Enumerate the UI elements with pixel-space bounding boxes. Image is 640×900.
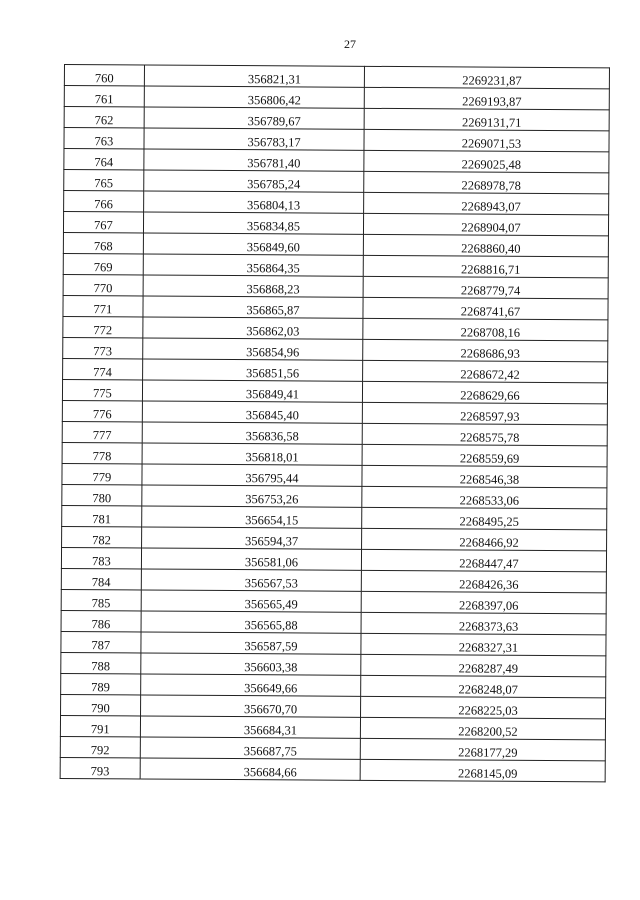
y-coordinate-cell bbox=[363, 213, 608, 235]
y-coordinate-cell bbox=[362, 381, 607, 403]
y-coordinate-cell bbox=[362, 465, 607, 487]
y-coordinate-value: 2268597,93 bbox=[460, 409, 520, 424]
x-coordinate-value: 356649,66 bbox=[244, 681, 298, 696]
y-coordinate-cell bbox=[361, 591, 606, 613]
y-coordinate-cell bbox=[364, 150, 609, 172]
point-number-cell bbox=[61, 610, 141, 631]
x-coordinate-value: 356783,17 bbox=[247, 135, 301, 150]
y-coordinate-value: 2268559,69 bbox=[459, 451, 520, 466]
x-coordinate-cell bbox=[143, 275, 363, 297]
x-coordinate-cell bbox=[141, 590, 361, 612]
y-coordinate-value: 2268629,66 bbox=[460, 388, 520, 403]
y-coordinate-value: 2268904,07 bbox=[461, 220, 521, 235]
point-number-cell bbox=[63, 232, 143, 253]
x-coordinate-value: 356654,15 bbox=[245, 513, 299, 528]
x-coordinate-cell bbox=[142, 443, 362, 465]
point-number-value: 792 bbox=[90, 743, 110, 758]
y-coordinate-value: 2268943,07 bbox=[461, 199, 521, 214]
x-coordinate-cell bbox=[143, 359, 363, 381]
y-coordinate-value: 2268327,31 bbox=[458, 640, 519, 655]
point-number-value: 776 bbox=[92, 407, 112, 422]
point-number-cell bbox=[64, 191, 144, 212]
x-coordinate-value: 356864,35 bbox=[246, 261, 300, 276]
y-coordinate-value: 2268779,74 bbox=[460, 283, 521, 298]
x-coordinate-value: 356567,53 bbox=[244, 576, 298, 591]
point-number-value: 765 bbox=[94, 176, 114, 191]
point-number-cell bbox=[64, 170, 144, 191]
point-number-value: 790 bbox=[91, 701, 110, 716]
point-number-cell bbox=[63, 295, 143, 316]
y-coordinate-cell bbox=[363, 360, 608, 382]
x-coordinate-value: 356565,88 bbox=[244, 618, 298, 633]
x-coordinate-cell bbox=[144, 170, 364, 192]
y-coordinate-cell bbox=[364, 66, 609, 88]
y-coordinate-value: 2268426,36 bbox=[459, 577, 519, 592]
point-number-cell bbox=[61, 673, 141, 694]
x-coordinate-cell bbox=[141, 548, 361, 570]
y-coordinate-cell bbox=[361, 696, 606, 718]
point-number-cell bbox=[61, 589, 141, 610]
point-number-value: 769 bbox=[93, 260, 113, 275]
point-number-cell bbox=[62, 400, 142, 421]
y-coordinate-cell bbox=[364, 108, 609, 130]
y-coordinate-value: 2268533,06 bbox=[459, 493, 520, 508]
point-number-cell bbox=[61, 631, 141, 652]
y-coordinate-value: 2268397,06 bbox=[458, 598, 519, 613]
point-number-cell bbox=[60, 736, 140, 757]
x-coordinate-cell bbox=[144, 65, 364, 87]
y-coordinate-value: 2268741,67 bbox=[460, 304, 521, 319]
point-number-cell bbox=[62, 484, 142, 505]
y-coordinate-cell bbox=[361, 570, 606, 592]
point-number-cell bbox=[63, 337, 143, 358]
x-coordinate-cell bbox=[144, 107, 364, 129]
point-number-value: 778 bbox=[92, 449, 112, 464]
y-coordinate-cell bbox=[363, 339, 608, 361]
point-number-value: 767 bbox=[93, 218, 113, 233]
y-coordinate-cell bbox=[362, 402, 607, 424]
point-number-cell bbox=[61, 694, 141, 715]
point-number-cell bbox=[63, 212, 143, 233]
y-coordinate-value: 2268495,25 bbox=[459, 514, 519, 529]
x-coordinate-cell bbox=[143, 254, 363, 276]
x-coordinate-cell bbox=[141, 611, 361, 633]
x-coordinate-cell bbox=[143, 317, 363, 339]
x-coordinate-value: 356753,26 bbox=[245, 492, 299, 507]
y-coordinate-value: 2268860,40 bbox=[461, 241, 521, 256]
point-number-cell bbox=[64, 128, 144, 149]
y-coordinate-value: 2268575,78 bbox=[459, 430, 520, 445]
y-coordinate-value: 2269071,53 bbox=[461, 136, 522, 151]
point-number-value: 788 bbox=[91, 659, 111, 674]
point-number-value: 766 bbox=[94, 197, 113, 212]
x-coordinate-cell bbox=[143, 233, 363, 255]
y-coordinate-value: 2268447,47 bbox=[459, 556, 519, 571]
x-coordinate-value: 356587,59 bbox=[244, 639, 298, 654]
y-coordinate-value: 2268546,38 bbox=[459, 472, 520, 487]
point-number-value: 764 bbox=[94, 155, 114, 170]
x-coordinate-cell bbox=[142, 506, 362, 528]
y-coordinate-value: 2268287,49 bbox=[458, 661, 519, 676]
point-number-value: 762 bbox=[94, 113, 114, 128]
x-coordinate-cell bbox=[143, 212, 363, 234]
point-number-cell bbox=[62, 505, 142, 526]
y-coordinate-cell bbox=[363, 297, 608, 319]
point-number-value: 768 bbox=[93, 239, 113, 254]
x-coordinate-cell bbox=[142, 401, 362, 423]
point-number-value: 779 bbox=[92, 470, 112, 485]
point-number-cell bbox=[64, 149, 144, 170]
y-coordinate-value: 2268177,29 bbox=[458, 745, 518, 760]
point-number-cell bbox=[60, 715, 140, 736]
x-coordinate-value: 356862,03 bbox=[246, 324, 300, 339]
x-coordinate-value: 356565,49 bbox=[244, 597, 298, 612]
x-coordinate-value: 356806,42 bbox=[247, 93, 301, 108]
y-coordinate-value: 2268686,93 bbox=[460, 346, 520, 361]
x-coordinate-cell bbox=[141, 569, 361, 591]
point-number-value: 793 bbox=[90, 764, 110, 779]
point-number-value: 760 bbox=[94, 71, 114, 86]
x-coordinate-value: 356851,56 bbox=[246, 366, 300, 381]
point-number-value: 791 bbox=[90, 722, 110, 737]
table-row bbox=[60, 757, 605, 781]
x-coordinate-cell bbox=[144, 128, 364, 150]
point-number-value: 770 bbox=[93, 281, 113, 296]
x-coordinate-value: 356785,24 bbox=[247, 177, 301, 192]
x-coordinate-value: 356854,96 bbox=[246, 345, 300, 360]
x-coordinate-value: 356684,66 bbox=[243, 765, 297, 780]
point-number-cell bbox=[60, 757, 140, 778]
point-number-value: 774 bbox=[93, 365, 112, 380]
point-number-value: 784 bbox=[91, 575, 111, 590]
y-coordinate-cell bbox=[363, 276, 608, 298]
point-number-cell bbox=[63, 358, 143, 379]
point-number-value: 772 bbox=[93, 323, 113, 338]
y-coordinate-cell bbox=[361, 654, 606, 676]
y-coordinate-value: 2268816,71 bbox=[461, 262, 521, 277]
x-coordinate-value: 356865,87 bbox=[246, 303, 300, 318]
point-number-value: 771 bbox=[93, 302, 113, 317]
point-number-cell bbox=[63, 316, 143, 337]
y-coordinate-value: 2268248,07 bbox=[458, 682, 518, 697]
point-number-value: 786 bbox=[91, 617, 111, 632]
x-coordinate-cell bbox=[144, 191, 364, 213]
x-coordinate-cell bbox=[140, 758, 360, 780]
x-coordinate-value: 356670,70 bbox=[243, 702, 298, 717]
y-coordinate-cell bbox=[362, 423, 607, 445]
point-number-cell bbox=[62, 442, 142, 463]
point-number-value: 761 bbox=[94, 92, 114, 107]
point-number-value: 777 bbox=[92, 428, 112, 443]
point-number-value: 785 bbox=[91, 596, 111, 611]
x-coordinate-cell bbox=[142, 380, 362, 402]
x-coordinate-value: 356821,31 bbox=[247, 72, 302, 87]
x-coordinate-value: 356804,13 bbox=[247, 198, 301, 213]
x-coordinate-cell bbox=[143, 338, 363, 360]
y-coordinate-cell bbox=[360, 738, 605, 760]
point-number-value: 783 bbox=[91, 554, 111, 569]
x-coordinate-cell bbox=[141, 653, 361, 675]
x-coordinate-value: 356581,06 bbox=[244, 555, 299, 570]
y-coordinate-value: 2268466,92 bbox=[459, 535, 519, 550]
y-coordinate-cell bbox=[362, 507, 607, 529]
y-coordinate-value: 2268373,63 bbox=[458, 619, 519, 634]
x-coordinate-cell bbox=[144, 149, 364, 171]
x-coordinate-value: 356795,44 bbox=[245, 471, 299, 486]
y-coordinate-value: 2268708,16 bbox=[460, 325, 521, 340]
y-coordinate-cell bbox=[362, 528, 607, 550]
y-coordinate-cell bbox=[360, 717, 605, 739]
y-coordinate-value: 2269193,87 bbox=[462, 94, 522, 109]
x-coordinate-value: 356834,85 bbox=[246, 219, 301, 234]
x-coordinate-cell bbox=[140, 716, 360, 738]
point-number-cell bbox=[61, 652, 141, 673]
point-number-cell bbox=[63, 274, 143, 295]
y-coordinate-cell bbox=[362, 486, 607, 508]
point-number-value: 775 bbox=[92, 386, 112, 401]
y-coordinate-cell bbox=[361, 633, 606, 655]
point-number-value: 773 bbox=[93, 344, 113, 359]
x-coordinate-value: 356789,67 bbox=[247, 114, 301, 129]
y-coordinate-cell bbox=[364, 129, 609, 151]
point-number-cell bbox=[64, 86, 144, 107]
point-number-cell bbox=[64, 107, 144, 128]
point-number-cell bbox=[62, 379, 142, 400]
point-number-cell bbox=[64, 65, 144, 86]
point-number-value: 789 bbox=[91, 680, 110, 695]
x-coordinate-cell bbox=[141, 695, 361, 717]
y-coordinate-value: 2268978,78 bbox=[461, 178, 521, 193]
x-coordinate-cell bbox=[144, 86, 364, 108]
y-coordinate-value: 2269025,48 bbox=[461, 157, 522, 172]
x-coordinate-value: 356818,01 bbox=[245, 450, 299, 465]
x-coordinate-cell bbox=[141, 632, 361, 654]
x-coordinate-cell bbox=[142, 527, 362, 549]
y-coordinate-value: 2268145,09 bbox=[457, 766, 518, 781]
x-coordinate-cell bbox=[143, 296, 363, 318]
y-coordinate-value: 2269231,87 bbox=[462, 73, 522, 88]
point-number-cell bbox=[63, 253, 143, 274]
y-coordinate-cell bbox=[363, 255, 608, 277]
y-coordinate-value: 2268225,03 bbox=[458, 703, 518, 718]
x-coordinate-value: 356687,75 bbox=[243, 744, 297, 759]
x-coordinate-cell bbox=[142, 422, 362, 444]
y-coordinate-value: 2268200,52 bbox=[458, 724, 518, 739]
x-coordinate-cell bbox=[140, 737, 360, 759]
point-number-cell bbox=[61, 547, 141, 568]
x-coordinate-cell bbox=[142, 485, 362, 507]
x-coordinate-value: 356603,38 bbox=[244, 660, 298, 675]
coordinates-table-body bbox=[60, 65, 609, 782]
x-coordinate-value: 356836,58 bbox=[245, 429, 299, 444]
x-coordinate-value: 356845,40 bbox=[245, 408, 299, 423]
y-coordinate-cell bbox=[364, 192, 609, 214]
x-coordinate-value: 356868,23 bbox=[246, 282, 300, 297]
x-coordinate-value: 356684,31 bbox=[243, 723, 298, 738]
y-coordinate-value: 2268672,42 bbox=[460, 367, 520, 382]
y-coordinate-cell bbox=[364, 87, 609, 109]
y-coordinate-cell bbox=[362, 444, 607, 466]
page-number: 27 bbox=[344, 37, 356, 51]
x-coordinate-value: 356849,60 bbox=[246, 240, 300, 255]
y-coordinate-cell bbox=[361, 549, 606, 571]
y-coordinate-cell bbox=[363, 318, 608, 340]
x-coordinate-cell bbox=[141, 674, 361, 696]
y-coordinate-value: 2269131,71 bbox=[461, 115, 522, 130]
point-number-cell bbox=[61, 568, 141, 589]
point-number-cell bbox=[62, 463, 142, 484]
y-coordinate-cell bbox=[361, 675, 606, 697]
point-number-value: 763 bbox=[94, 134, 114, 149]
point-number-cell bbox=[62, 526, 142, 547]
x-coordinate-cell bbox=[142, 464, 362, 486]
y-coordinate-cell bbox=[364, 171, 609, 193]
x-coordinate-value: 356594,37 bbox=[244, 534, 299, 549]
point-number-value: 780 bbox=[92, 491, 112, 506]
y-coordinate-cell bbox=[360, 759, 605, 781]
coordinates-table bbox=[60, 64, 610, 782]
y-coordinate-cell bbox=[361, 612, 606, 634]
point-number-cell bbox=[62, 421, 142, 442]
x-coordinate-value: 356849,41 bbox=[245, 387, 300, 402]
point-number-value: 787 bbox=[91, 638, 111, 653]
point-number-value: 782 bbox=[92, 533, 111, 548]
point-number-value: 781 bbox=[92, 512, 112, 527]
x-coordinate-value: 356781,40 bbox=[247, 156, 301, 171]
y-coordinate-cell bbox=[363, 234, 608, 256]
